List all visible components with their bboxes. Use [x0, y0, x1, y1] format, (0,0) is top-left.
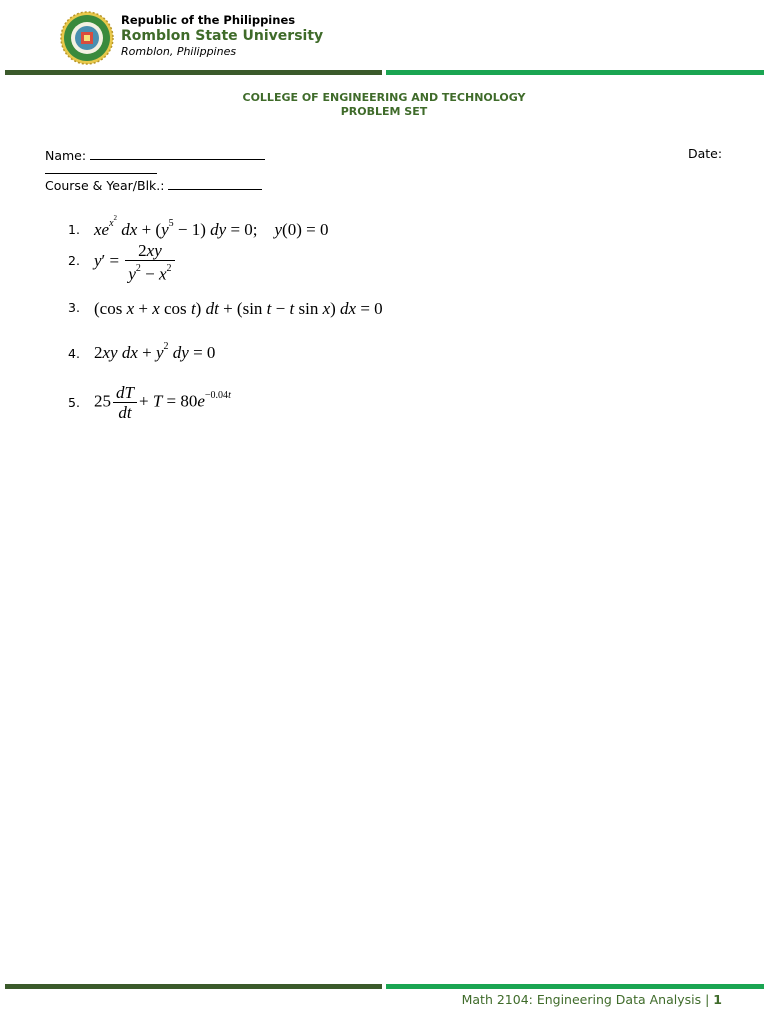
header-text	[121, 13, 323, 59]
document-titles	[0, 91, 768, 119]
document-title: PROBLEM SET	[340, 105, 428, 118]
date-label: Date:	[688, 146, 723, 161]
header-rule-light	[386, 70, 764, 75]
problem-number-2: 2.	[68, 253, 80, 268]
name-label: Name:	[45, 148, 87, 163]
footer-rule-dark	[5, 984, 382, 989]
course-label: Course & Year/Blk.:	[45, 178, 165, 193]
university-seal-logo	[60, 11, 114, 65]
college-title: COLLEGE OF ENGINEERING AND TECHNOLOGY	[242, 91, 526, 104]
problem-equation-4: 2xy dx + $y^2$ dy = 0	[94, 341, 216, 362]
date-blank[interactable]	[45, 160, 157, 174]
course-blank[interactable]	[168, 176, 262, 190]
page-number: 1	[713, 992, 722, 1007]
problem-equation-2: y′ = $\frac{2xy}{y^2 - x^2}$	[94, 241, 177, 284]
footer-rule-light	[386, 984, 764, 989]
name-blank[interactable]	[90, 146, 265, 160]
university-location: Romblon, Philippines	[121, 45, 237, 58]
course-field	[45, 176, 262, 193]
university-name: Romblon State University	[121, 28, 324, 44]
date-field	[688, 146, 722, 161]
problem-number-4: 4.	[68, 346, 80, 361]
problem-number-1: 1.	[68, 222, 80, 237]
page-footer	[462, 992, 722, 1007]
problem-number-5: 5.	[68, 395, 80, 410]
footer-course: Math 2104: Engineering Data Analysis |	[461, 992, 710, 1007]
problem-equation-5: 25 $\frac{dT}{dt}$ + $T = 80e^{-0.04t}$	[94, 383, 231, 422]
problem-number-3: 3.	[68, 300, 80, 315]
country-name: Republic of the Philippines	[121, 13, 296, 27]
problem-equation-3: (cos x + x cos t) dt + (sin t − t sin x) dx = 0	[94, 299, 383, 318]
problem-equation-1: $xe^{x^2}$ dx + $(y^5 - 1)$ dy = 0; y(0) = 0	[94, 214, 329, 239]
header-rule-dark	[5, 70, 382, 75]
